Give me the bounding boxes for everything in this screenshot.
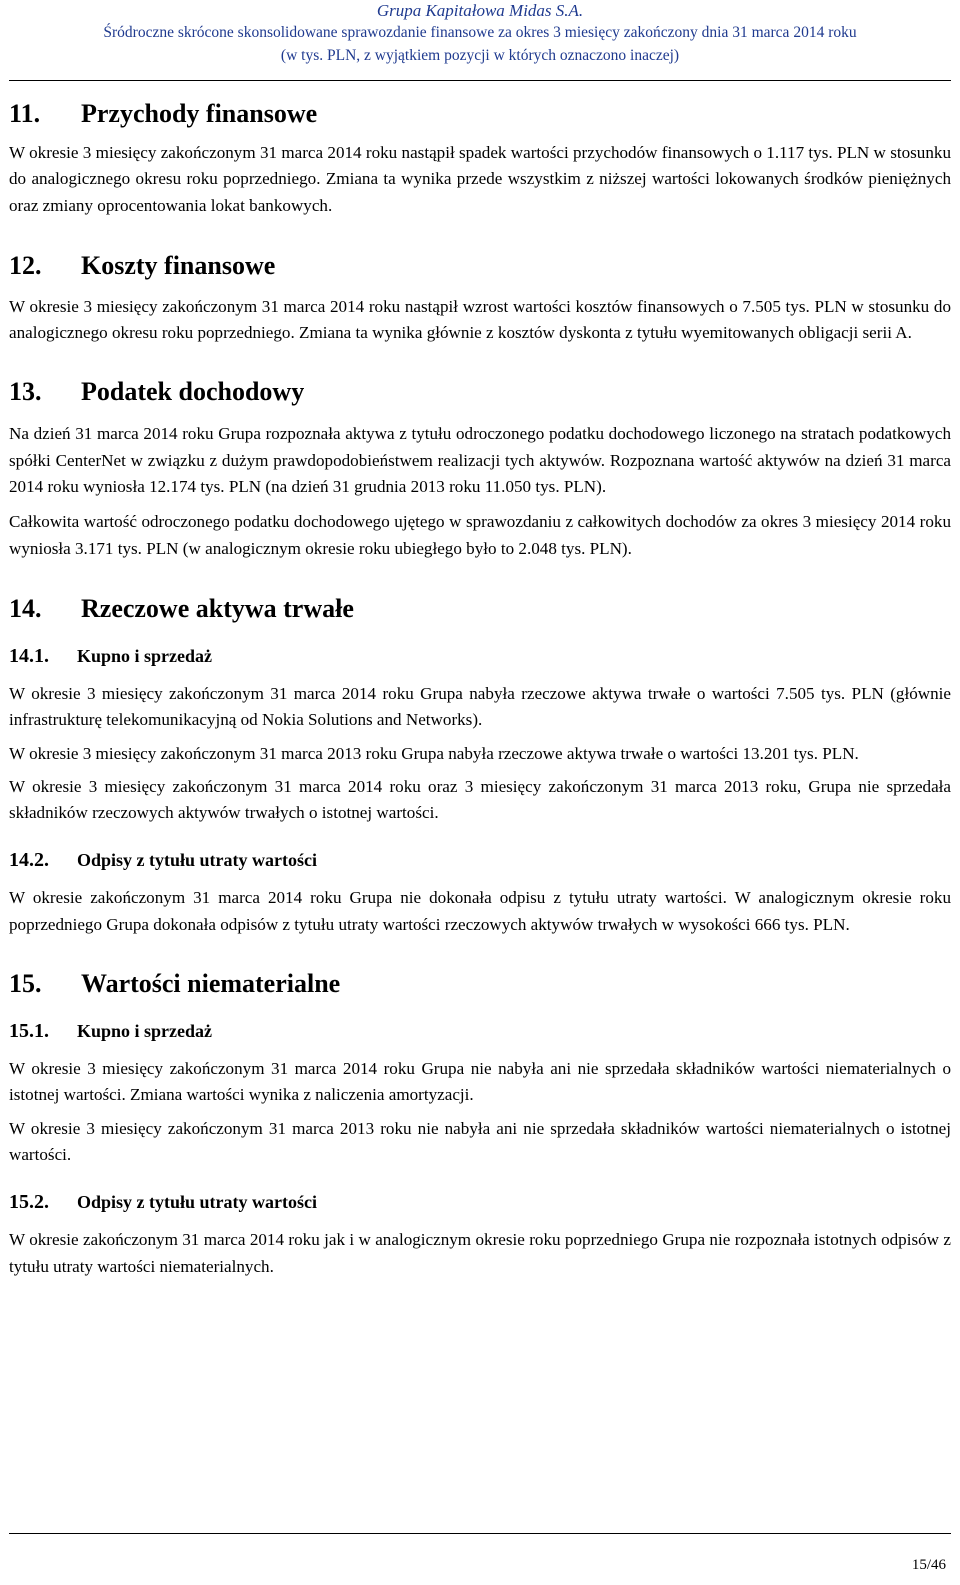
section-13-heading	[9, 376, 951, 408]
section-12-paragraph: W okresie 3 miesięcy zakończonym 31 marca 2014 roku nastąpił wzrost wartości kosztów finansowych o 7.505 tys. PLN w stosunku do analogicznego okresu roku poprzedniego. Zmiana ta wynika głównie z kosztów dyskonta z tytułu wyemitowanych obligacji serii A.	[9, 296, 951, 343]
section-13-paragraph-1: Na dzień 31 marca 2014 roku Grupa rozpoznała aktywa z tytułu odroczonego podatku dochodowego liczonego na stratach podatkowych spółki CenterNet w związku z dużym prawdopodobieństwem realizacji tych aktywów. Rozpoznana wartość aktywów na dzień 31 marca 2014 roku wyniosła 12.174 tys. PLN (na dzień 31 grudnia 2013 roku 11.050 tys. PLN).	[9, 424, 951, 497]
subsection-title: Odpisy z tytułu utraty wartości	[77, 850, 317, 871]
subsection-title: Kupno i sprzedaż	[77, 645, 213, 666]
header-rule	[9, 80, 951, 81]
page-number: 15/46	[911, 1557, 946, 1573]
section-13-paragraph-2: Całkowita wartość odroczonego podatku dochodowego ujętego w sprawozdaniu z całkowitych dochodów za okres 3 miesięcy 2014 roku wyniosła 3.171 tys. PLN (w analogicznym okresie roku ubiegłego było to 2.048 tys. PLN).	[9, 512, 951, 558]
subsection-number: 15.2.	[9, 1191, 49, 1214]
units-note: (w tys. PLN, z wyjątkiem pozycji w których oznaczono inaczej)	[280, 47, 680, 64]
section-title: Wartości niematerialne	[81, 969, 341, 999]
section-11-paragraph: W okresie 3 miesięcy zakończonym 31 marca 2014 roku nastąpił spadek wartości przychodów finansowych o 1.117 tys. PLN w stosunku do analogicznego okresu roku poprzedniego. Zmiana ta wynika przede wszystkim z niższej wartości lokowanych środków pieniężnych oraz zmiany oprocentowania lokat bankowych.	[9, 143, 951, 215]
section-title: Podatek dochodowy	[81, 377, 305, 407]
subsection-14-2-heading	[9, 847, 951, 873]
subsection-14-1-paragraph-1: W okresie 3 miesięcy zakończonym 31 marca 2014 roku Grupa nabyła rzeczowe aktywa trwałe o wartości 7.505 tys. PLN (głównie infrastrukturę telekomunikacyjną od Nokia Solutions and Networks).	[9, 683, 951, 730]
subsection-14-1-paragraph-2: W okresie 3 miesięcy zakończonym 31 marca 2013 roku Grupa nabyła rzeczowe aktywa trwałe o wartości 13.201 tys. PLN.	[9, 743, 859, 763]
subsection-title: Kupno i sprzedaż	[77, 1021, 213, 1042]
footer-rule	[9, 1533, 951, 1534]
section-number: 14.	[9, 593, 42, 623]
subsection-15-1-heading	[9, 1018, 951, 1044]
subsection-15-2-heading	[9, 1189, 951, 1215]
section-number: 15.	[9, 969, 42, 999]
subsection-14-1-paragraph-3: W okresie 3 miesięcy zakończonym 31 marca 2014 roku oraz 3 miesięcy zakończonym 31 marca 2013 roku, Grupa nie sprzedała składników rzeczowych aktywów trwałych o istotnej wartości.	[9, 776, 951, 823]
subsection-number: 14.2.	[9, 849, 49, 872]
section-12-heading	[9, 250, 951, 282]
section-number: 12.	[9, 250, 42, 280]
section-number: 11.	[9, 99, 41, 128]
section-title: Przychody finansowe	[81, 99, 318, 128]
section-11-heading	[9, 98, 951, 130]
subsection-14-1-heading	[9, 643, 951, 669]
section-14-heading	[9, 593, 951, 625]
report-title: Śródroczne skrócone skonsolidowane sprawozdanie finansowe za okres 3 miesięcy zakończony dnia 31 marca 2014 roku	[103, 24, 857, 41]
subsection-15-1-paragraph-2: W okresie 3 miesięcy zakończonym 31 marca 2013 roku nie nabyła ani nie sprzedała składników wartości niematerialnych o istotnej wartości.	[9, 1118, 951, 1164]
section-title: Rzeczowe aktywa trwałe	[81, 593, 354, 623]
subsection-15-2-paragraph: W okresie zakończonym 31 marca 2014 roku jak i w analogicznym okresie roku poprzedniego Grupa nie rozpoznała istotnych odpisów z tytułu utraty wartości niematerialnych.	[9, 1230, 951, 1276]
section-title: Koszty finansowe	[81, 250, 276, 280]
subsection-number: 15.1.	[9, 1020, 49, 1043]
section-number: 13.	[9, 377, 42, 407]
section-15-heading	[9, 968, 951, 1000]
subsection-title: Odpisy z tytułu utraty wartości	[77, 1192, 317, 1213]
company-name: Grupa Kapitałowa Midas S.A.	[376, 1, 584, 20]
page-header	[9, 0, 951, 67]
subsection-15-1-paragraph-1: W okresie 3 miesięcy zakończonym 31 marca 2014 roku Grupa nie nabyła ani nie sprzedała składników wartości niematerialnych o istotnej wartości. Zmiana wartości wynika z naliczenia amortyzacji.	[9, 1059, 951, 1105]
subsection-14-2-paragraph: W okresie zakończonym 31 marca 2014 roku Grupa nie dokonała odpisu z tytułu utraty wartości. W analogicznym okresie roku poprzedniego Grupa dokonała odpisów z tytułu utraty wartości rzeczowych aktywów trwałych w wysokości 666 tys. PLN.	[9, 888, 951, 934]
subsection-number: 14.1.	[9, 644, 49, 667]
